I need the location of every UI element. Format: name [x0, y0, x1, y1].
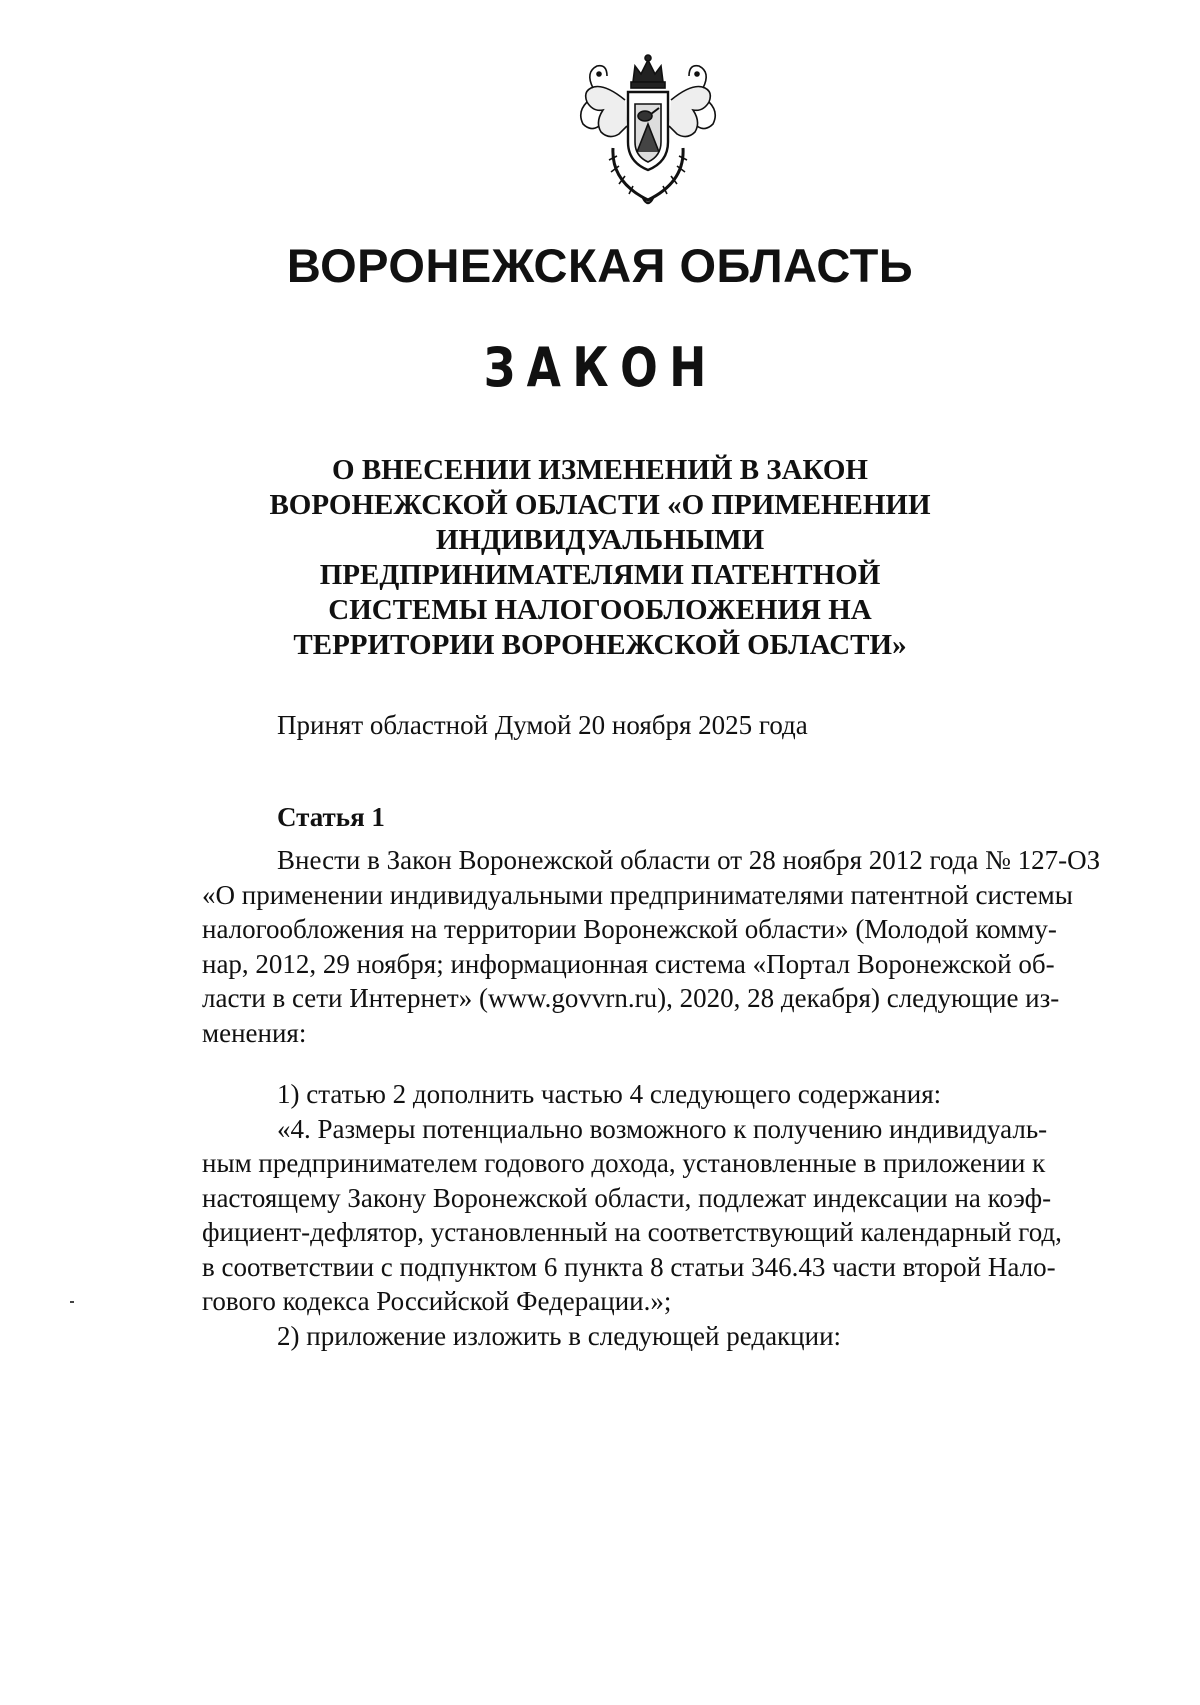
law-title-line: СИСТЕМЫ НАЛОГООБЛОЖЕНИЯ НА — [328, 594, 872, 626]
paragraph-line: налогообложения на территории Воронежской области» (Молодой комму- — [202, 914, 1057, 944]
article-heading: Статья 1 — [277, 802, 385, 832]
coat-of-arms-icon — [573, 52, 723, 212]
scan-speck — [70, 1301, 74, 1303]
law-title — [240, 453, 960, 663]
paragraph-line: менения: — [202, 1017, 307, 1048]
amendment-quote-line: фициент-дефлятор, установленный на соответствующий календарный год, — [202, 1217, 1062, 1247]
law-title-line: ВОРОНЕЖСКОЙ ОБЛАСТИ «О ПРИМЕНЕНИИ — [269, 489, 931, 521]
law-title-line: ИНДИВИДУАЛЬНЫМИ — [435, 524, 765, 556]
amendment-quote-line: ным предпринимателем годового дохода, установленные в приложении к — [202, 1148, 1046, 1178]
amendment-quote-line: гового кодекса Российской Федерации.»; — [202, 1286, 672, 1316]
paragraph-line: нар, 2012, 29 ноября; информационная система «Портал Воронежской об- — [202, 948, 1055, 979]
region-heading: ВОРОНЕЖСКАЯ ОБЛАСТЬ — [286, 239, 914, 292]
article-paragraph — [202, 843, 1101, 1050]
amendment-item: 1) статью 2 дополнить частью 4 следующего содержания: — [277, 1079, 942, 1109]
paragraph-line: «О применении индивидуальными предпринимателями патентной системы — [202, 879, 1073, 910]
document-type-heading: ЗАКОН — [483, 336, 718, 399]
amendment-quote-line: «4. Размеры потенциально возможного к получению индивидуаль- — [277, 1113, 1048, 1144]
adoption-statement: Принят областной Думой 20 ноября 2025 года — [277, 710, 808, 740]
amendment-quote-line: в соответствии с подпунктом 6 пункта 8 статьи 346.43 части второй Нало- — [202, 1251, 1056, 1282]
paragraph-line: Внести в Закон Воронежской области от 28 ноября 2012 года № 127-ОЗ — [277, 845, 1101, 875]
amendments-list — [202, 1077, 1062, 1353]
amendment-item: 2) приложение изложить в следующей редакции: — [277, 1320, 842, 1351]
law-title-line: ПРЕДПРИНИМАТЕЛЯМИ ПАТЕНТНОЙ — [319, 559, 881, 591]
paragraph-line: ласти в сети Интернет» (www.govvrn.ru), 2020, 28 декабря) следующие из- — [202, 983, 1060, 1013]
amendment-quote-line: настоящему Закону Воронежской области, подлежат индексации на коэф- — [202, 1182, 1052, 1213]
law-title-line: О ВНЕСЕНИИ ИЗМЕНЕНИЙ В ЗАКОН — [332, 454, 868, 486]
law-title-line: ТЕРРИТОРИИ ВОРОНЕЖСКОЙ ОБЛАСТИ» — [293, 629, 907, 661]
